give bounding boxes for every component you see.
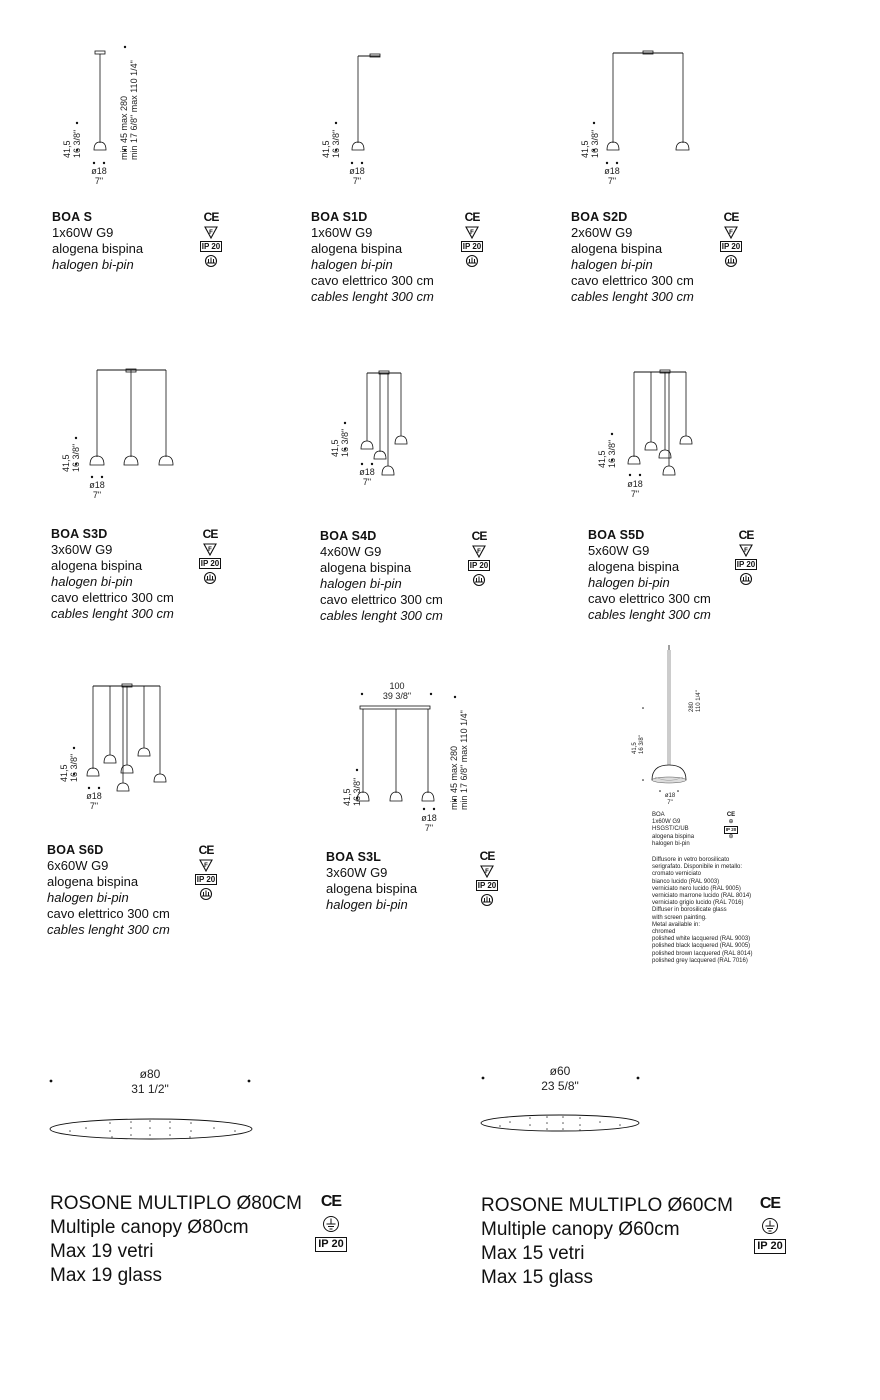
ce-mark-icon: CE xyxy=(198,843,214,857)
product-type-it: alogena bispina xyxy=(320,560,412,575)
ballast-icon: ⊛ xyxy=(728,834,734,841)
small-line: BOA xyxy=(652,812,665,818)
ip20-icon: IP 20 xyxy=(315,1237,347,1252)
cert-icons xyxy=(467,529,491,589)
svg-text:F: F xyxy=(470,230,474,236)
canopy-line: ROSONE MULTIPLO Ø60CM xyxy=(481,1195,733,1216)
dim-height: 41,5 16 3/8" xyxy=(59,753,79,782)
desc-line: polished brown lacquered (RAL 8014) xyxy=(652,950,753,957)
ce-mark-icon: CE xyxy=(723,210,739,224)
f-mark-icon xyxy=(739,544,753,557)
cert-icons xyxy=(194,843,218,903)
ip20-icon: IP 20 xyxy=(725,827,737,833)
cert-icons xyxy=(199,210,223,270)
ground-icon xyxy=(322,1215,340,1233)
product-type-it: alogena bispina xyxy=(311,241,403,256)
ce-mark-icon: CE xyxy=(202,527,218,541)
canopy-line: ROSONE MULTIPLO Ø80CM xyxy=(50,1193,302,1214)
f-mark-icon xyxy=(203,543,217,556)
ce-mark-icon: CE xyxy=(203,210,219,224)
f-mark-icon xyxy=(480,865,494,878)
ip20-icon: IP 20 xyxy=(721,242,741,251)
product-name: BOA S2D xyxy=(571,210,628,224)
desc-line: Metal available in: xyxy=(652,921,701,928)
product-cable-it: cavo elettrico 300 cm xyxy=(571,273,694,288)
ballast-icon xyxy=(199,887,213,901)
canopy-60-icons xyxy=(753,1194,787,1256)
ip20-icon: IP 20 xyxy=(201,242,221,251)
product-boa-s2d xyxy=(571,209,694,305)
product-cable-en: cables lenght 300 cm xyxy=(51,606,174,621)
product-type-en: halogen bi-pin xyxy=(51,574,133,589)
cert-icons xyxy=(719,210,743,270)
product-type-en: halogen bi-pin xyxy=(52,257,134,272)
small-dim-height: 41,5 16 3/8" xyxy=(632,735,646,754)
ip20-icon: IP 20 xyxy=(200,559,220,568)
desc-line: polished white lacquered (RAL 9003) xyxy=(652,936,751,943)
ballast-icon xyxy=(480,893,494,907)
product-type-en: halogen bi-pin xyxy=(571,257,653,272)
product-name: BOA S3L xyxy=(326,850,382,864)
product-power: 1x60W G9 xyxy=(52,225,114,240)
canopy-line: Max 15 vetri xyxy=(481,1243,585,1264)
product-name: BOA S xyxy=(52,210,93,224)
small-line: 1x60W G9 xyxy=(652,819,681,826)
product-cable-it: cavo elettrico 300 cm xyxy=(311,273,434,288)
dim-diameter: ø18 7" xyxy=(627,479,643,499)
product-boa-s xyxy=(52,209,143,273)
dim-range: min 45 max 280 min 17 6/8" max 110 1/4" xyxy=(449,710,469,810)
dim-diameter: ø18 7" xyxy=(91,166,107,186)
cert-icons xyxy=(734,528,758,588)
ip20-icon: IP 20 xyxy=(196,875,216,884)
canopy-60-dim: ø60 23 5/8" xyxy=(541,1064,579,1093)
canopy-line: Multiple canopy Ø80cm xyxy=(50,1217,249,1238)
product-cable-it: cavo elettrico 300 cm xyxy=(320,592,443,607)
product-cable-en: cables lenght 300 cm xyxy=(320,608,443,623)
ballast-icon xyxy=(204,254,218,268)
desc-line: bianco lucido (RAL 9003) xyxy=(652,878,720,885)
desc-line: verniciato nero lucido (RAL 9005) xyxy=(652,885,741,892)
dim-diameter: ø18 7" xyxy=(421,813,437,833)
canopy-line: Multiple canopy Ø60cm xyxy=(481,1219,680,1240)
ce-mark-icon: CE xyxy=(759,1195,781,1212)
desc-line: verniciato grigio lucido (RAL 7016) xyxy=(652,900,744,907)
cert-icons xyxy=(460,210,484,270)
ballast-icon xyxy=(465,254,479,268)
dim-range: min 45 max 280 min 17 6/8" max 110 1/4" xyxy=(119,60,139,160)
ip20-icon: IP 20 xyxy=(469,561,489,570)
desc-line: Diffusore in vetro borosilicato xyxy=(652,857,730,863)
svg-text:F: F xyxy=(204,863,208,869)
desc-line: chromed xyxy=(652,929,676,936)
dim-height: 41,5 16 3/8" xyxy=(321,129,341,158)
product-boa-s1d xyxy=(311,209,434,305)
desc-line: with screen painting. xyxy=(652,914,707,921)
product-cable-en: cables lenght 300 cm xyxy=(571,289,694,304)
product-type-en: halogen bi-pin xyxy=(47,890,129,905)
ballast-icon: ⊕ xyxy=(728,819,734,826)
small-description xyxy=(652,857,753,965)
dim-height: 41,5 16 3/8" xyxy=(62,129,82,158)
desc-line: Diffuser in borosilicate glass xyxy=(652,907,727,914)
ce-mark-icon: CE xyxy=(738,528,754,542)
canopy-80-icons xyxy=(314,1192,348,1254)
ce-mark-icon: CE xyxy=(464,210,480,224)
f-mark-icon xyxy=(465,226,479,239)
product-power: 4x60W G9 xyxy=(320,544,382,559)
product-type-it: alogena bispina xyxy=(52,241,144,256)
product-power: 2x60W G9 xyxy=(571,225,633,240)
desc-line: cromato verniciato xyxy=(652,871,702,878)
dim-diameter: ø18 7" xyxy=(89,480,105,500)
product-power: 3x60W G9 xyxy=(51,542,113,557)
ce-mark-icon: CE xyxy=(320,1193,342,1210)
svg-text:F: F xyxy=(729,230,733,236)
product-type-it: alogena bispina xyxy=(588,559,680,574)
product-power: 3x60W G9 xyxy=(326,865,388,880)
ip20-icon: IP 20 xyxy=(462,242,482,251)
canopy-80-text xyxy=(50,1192,302,1288)
product-name: BOA S6D xyxy=(47,843,104,857)
dim-diameter: ø18 7" xyxy=(604,166,620,186)
svg-text:F: F xyxy=(208,547,212,553)
ballast-icon xyxy=(724,254,738,268)
ip20-icon: IP 20 xyxy=(477,881,497,890)
ce-mark-icon: CE xyxy=(726,812,736,818)
canopy-80-dim: ø80 31 1/2" xyxy=(131,1067,169,1096)
svg-text:F: F xyxy=(477,549,481,555)
f-mark-icon xyxy=(472,545,486,558)
canopy-line: Max 15 glass xyxy=(481,1267,593,1288)
product-cable-it: cavo elettrico 300 cm xyxy=(47,906,170,921)
ballast-icon xyxy=(472,573,486,587)
ip20-icon: IP 20 xyxy=(736,560,756,569)
product-boa-s5d xyxy=(588,527,711,623)
small-cert-icons xyxy=(724,812,738,842)
product-power: 1x60W G9 xyxy=(311,225,373,240)
product-type-en: halogen bi-pin xyxy=(320,576,402,591)
dim-width: 100 39 3/8" xyxy=(382,681,412,701)
product-boa-s4d xyxy=(320,528,443,624)
small-line: alogena bispina xyxy=(652,833,695,840)
dim-height: 41,5 16 3/8" xyxy=(342,777,362,806)
desc-line: verniciato marrone lucido (RAL 8014) xyxy=(652,893,752,900)
canopy-line: Max 19 glass xyxy=(50,1265,162,1286)
product-boa-s6d xyxy=(47,842,170,938)
ce-mark-icon: CE xyxy=(471,529,487,543)
cert-icons xyxy=(475,849,499,909)
dim-height: 41,5 16 3/8" xyxy=(580,129,600,158)
product-cable-it: cavo elettrico 300 cm xyxy=(51,590,174,605)
canopy-60-text xyxy=(481,1194,733,1290)
f-mark-icon xyxy=(724,226,738,239)
product-type-en: halogen bi-pin xyxy=(588,575,670,590)
desc-line: serigrafato. Disponibile in metallo: xyxy=(652,864,743,871)
ce-mark-icon: CE xyxy=(479,849,495,863)
dim-diameter: ø18 7" xyxy=(86,791,102,811)
product-name: BOA S1D xyxy=(311,210,368,224)
small-line: halogen bi-pin xyxy=(652,840,690,847)
dim-diameter: ø18 7" xyxy=(349,166,365,186)
small-spec-lines xyxy=(652,812,694,848)
desc-line: polished grey lacquered (RAL 7016) xyxy=(652,957,748,964)
desc-line: polished black lacquered (RAL 9005) xyxy=(652,943,751,950)
dim-height: 41,5 16 3/8" xyxy=(597,439,617,468)
product-name: BOA S5D xyxy=(588,528,645,542)
ballast-icon xyxy=(739,572,753,586)
product-cable-en: cables lenght 300 cm xyxy=(588,607,711,622)
f-mark-icon xyxy=(204,226,218,239)
dim-height: 41,5 16 3/8" xyxy=(330,428,350,457)
product-name: BOA S4D xyxy=(320,529,377,543)
canopy-line: Max 19 vetri xyxy=(50,1241,154,1262)
dim-diameter: ø18 7" xyxy=(359,467,375,487)
product-type-it: alogena bispina xyxy=(571,241,663,256)
product-cable-it: cavo elettrico 300 cm xyxy=(588,591,711,606)
product-cable-en: cables lenght 300 cm xyxy=(311,289,434,304)
small-line: HSGST/C/UB xyxy=(652,826,689,833)
f-mark-icon xyxy=(199,859,213,872)
product-type-it: alogena bispina xyxy=(47,874,139,889)
cert-icons xyxy=(198,527,222,587)
product-cable-en: cables lenght 300 cm xyxy=(47,922,170,937)
product-power: 5x60W G9 xyxy=(588,543,650,558)
svg-text:F: F xyxy=(209,230,213,236)
small-dim-diameter: ø18 7" xyxy=(664,793,676,807)
product-name: BOA S3D xyxy=(51,527,108,541)
ground-icon xyxy=(761,1217,779,1235)
product-type-en: halogen bi-pin xyxy=(326,897,408,912)
svg-text:F: F xyxy=(485,869,489,875)
product-type-it: alogena bispina xyxy=(326,881,418,896)
product-type-en: halogen bi-pin xyxy=(311,257,393,272)
dim-height: 41,5 16 3/8" xyxy=(61,443,81,472)
product-type-it: alogena bispina xyxy=(51,558,143,573)
ip20-icon: IP 20 xyxy=(754,1239,786,1254)
product-power: 6x60W G9 xyxy=(47,858,109,873)
ballast-icon xyxy=(203,571,217,585)
svg-text:F: F xyxy=(744,548,748,554)
product-boa-s3d xyxy=(51,526,174,622)
product-boa-s3l xyxy=(326,849,417,913)
small-dim-height-max: 280 110 1/4" xyxy=(689,690,703,712)
